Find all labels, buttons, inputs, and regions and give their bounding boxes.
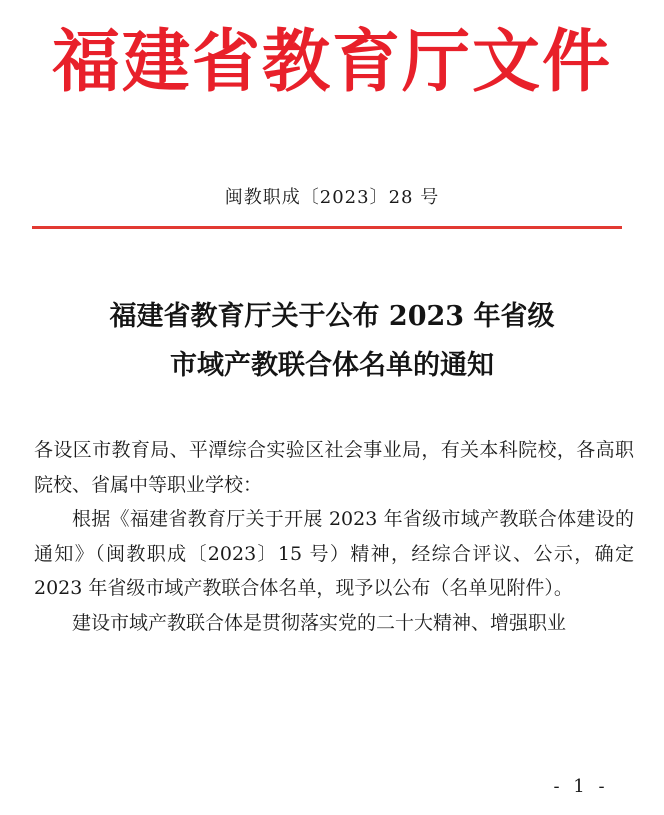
- body-paragraph-1: 根据《福建省教育厅关于开展 2023 年省级市域产教联合体建设的通知》（闽教职成〔2023〕15 号）精神，经综合评议、公示，确定 2023 年省级市域产教联合体名单，现予以公布（名单见附件）。: [34, 508, 634, 599]
- notice-title: [0, 292, 664, 390]
- page-number: - 1 -: [553, 776, 609, 797]
- notice-title-line-1: 福建省教育厅关于公布 2023 年省级: [109, 301, 555, 332]
- body-paragraph-2: 建设市域产教联合体是贯彻落实党的二十大精神、增强职业: [72, 611, 567, 634]
- notice-body: [34, 433, 634, 640]
- notice-title-line-2: 市域产教联合体名单的通知: [170, 350, 494, 381]
- addressee-paragraph: 各设区市教育局、平潭综合实验区社会事业局，有关本科院校，各高职院校、省属中等职业学校：: [34, 439, 634, 496]
- document-header-title: 福建省教育厅文件: [51, 22, 612, 102]
- document-number: 闽教职成〔2023〕28 号: [224, 187, 440, 208]
- red-divider-line: [32, 226, 622, 229]
